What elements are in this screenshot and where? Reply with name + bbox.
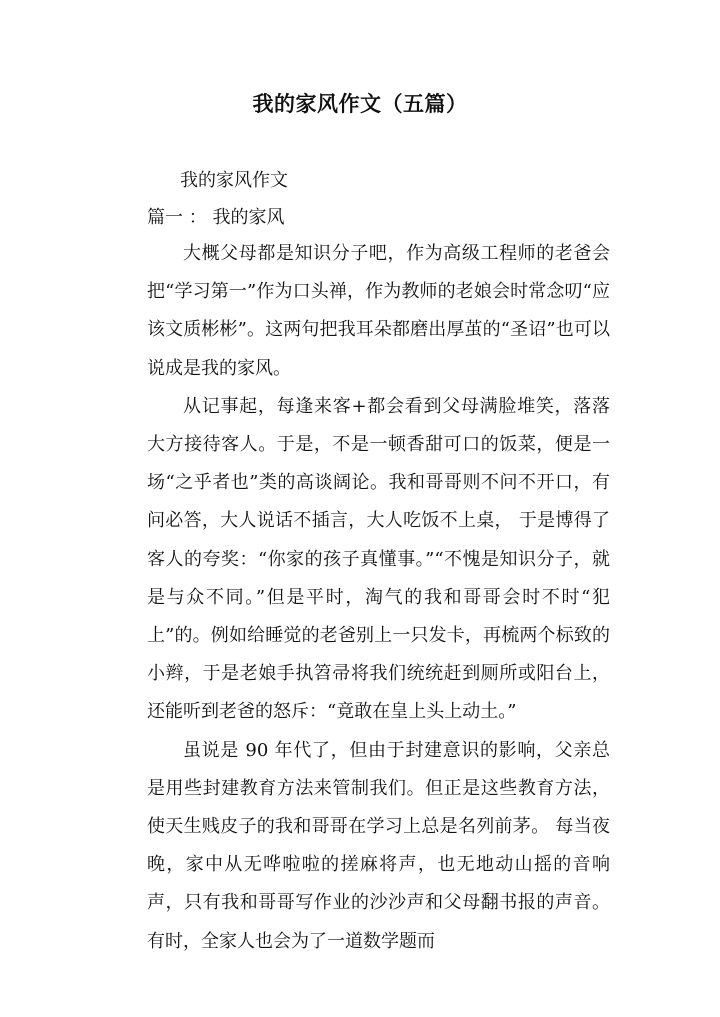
essay-body <box>147 235 610 961</box>
paragraph-2: 从记事起，每逢来客+都会看到父母满脸堆笑，落落大方接待客人。于是，不是一顿香甜可口的饭菜，便是一场“之乎者也”类的高谈阔论。我和哥哥则不问不开口，有问必答，大人说话不插言，大人吃饭不上桌， 于是博得了客人的夸奖：“你家的孩子真懂事。”“不愧是知识分子，就是与众不同。”但是平时，淘气的我和哥哥会时不时“犯上”的。例如给睡觉的老爸别上一只发卡，再梳两个标致的小辫，于是老娘手执笤帚将我们统统赶到厕所或阳台上，还能听到老爸的怒斥：“竟敢在皇上头上动土。” <box>147 395 610 723</box>
paragraph-3: 虽说是 90 年代了，但由于封建意识的影响，父亲总是用些封建教育方法来管制我们。但正是这些教育方法，使天生贱皮子的我和哥哥在学习上总是名列前茅。 每当夜晚，家中从无哗啦啦的搓麻将声，也无地动山摇的音响声，只有我和哥哥写作业的沙沙声和父母翻书报的声音。有时，全家人也会为了一道数学题而 <box>147 739 610 952</box>
document-title: 我的家风作文（五篇） <box>252 91 468 116</box>
section-heading: 篇一 ： 我的家风 <box>147 207 285 228</box>
essay-subtitle: 我的家风作文 <box>180 170 288 191</box>
paragraph-1: 大概父母都是知识分子吧，作为高级工程师的老爸会把“学习第一”作为口头禅，作为教师的老娘会时常念叨“应该文质彬彬”。这两句把我耳朵都磨出厚茧的“圣诏”也可以说成是我的家风。 <box>147 243 610 379</box>
